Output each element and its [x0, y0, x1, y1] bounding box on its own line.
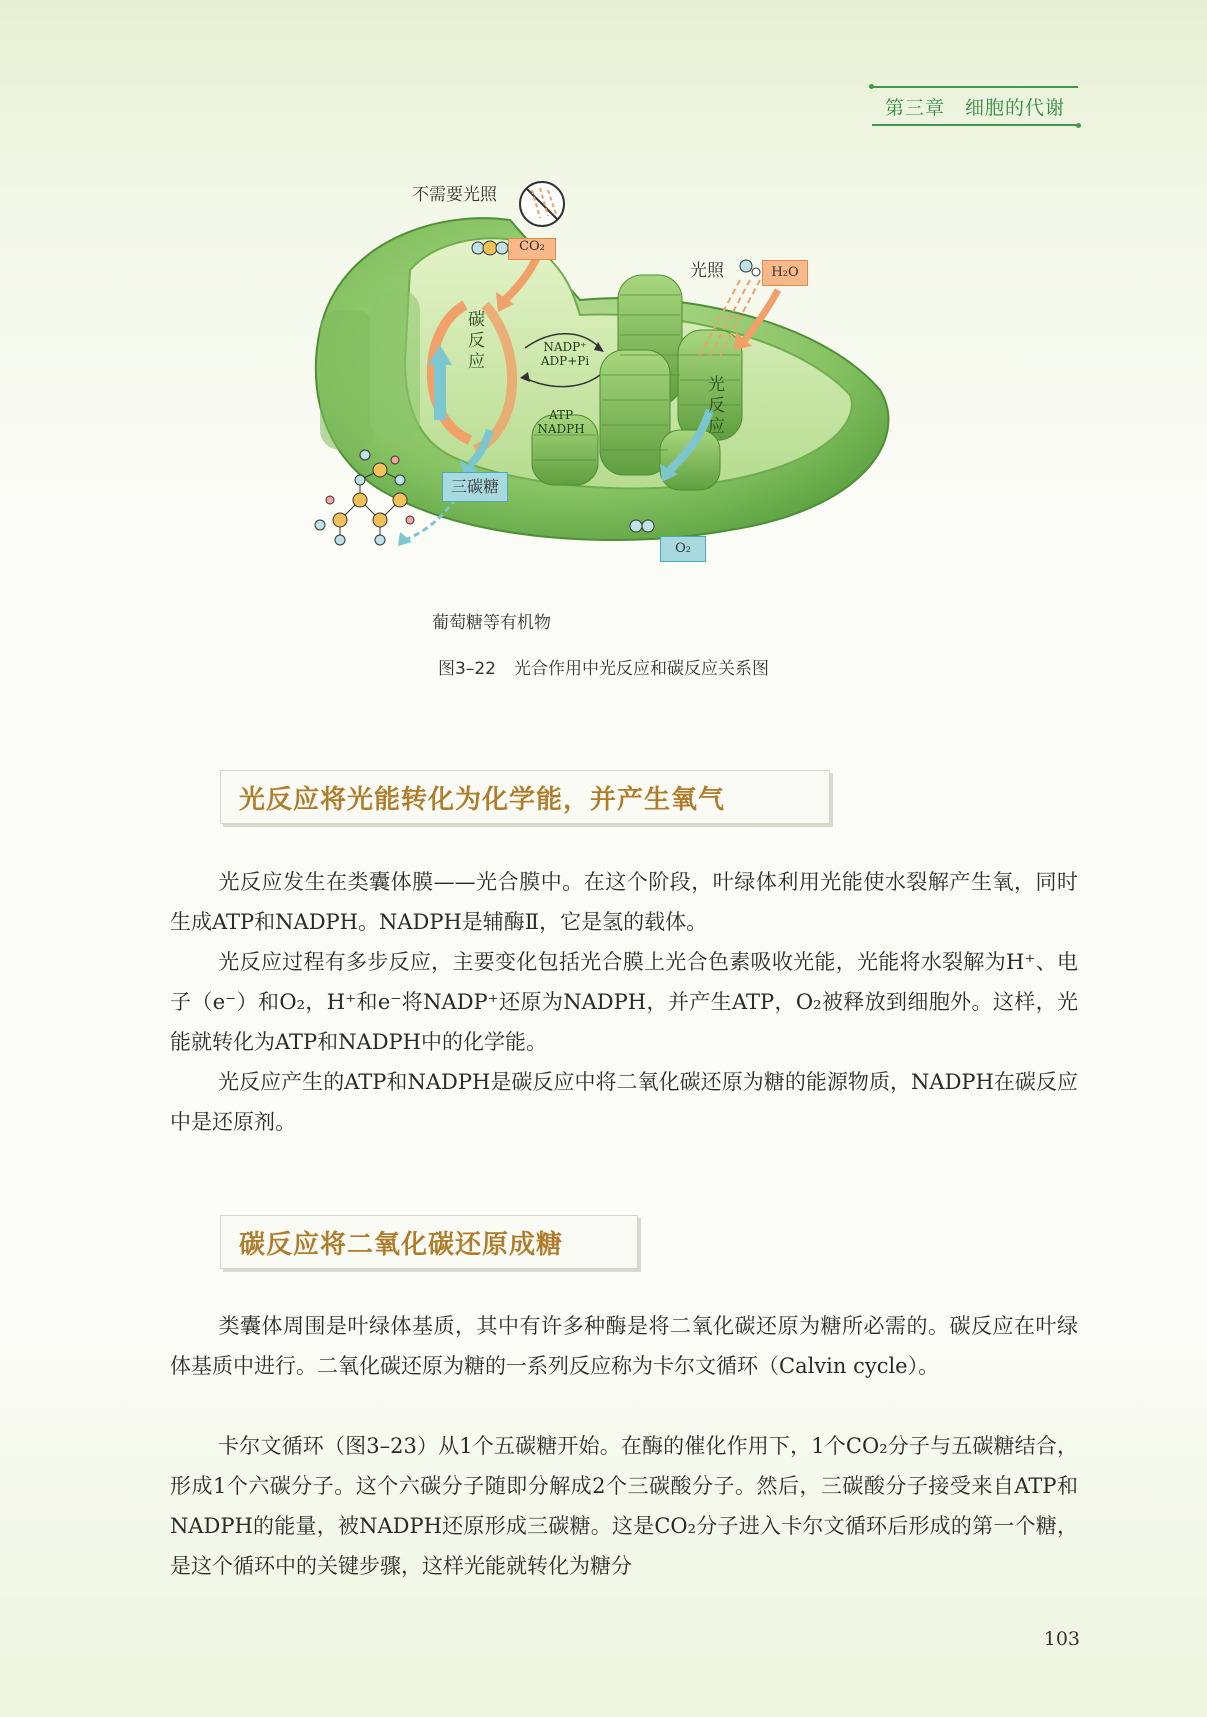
- nadph-text: NADPH: [537, 422, 585, 436]
- chapter-label: 第三章: [884, 96, 945, 119]
- chloroplast-figure: [300, 180, 900, 640]
- paragraph: [170, 1306, 1078, 1386]
- h2o-molecule: [740, 260, 760, 276]
- caption-text: 光合作用中光反应和碳反应关系图: [513, 659, 769, 679]
- paragraph-text: 光反应过程有多步反应，主要变化包括光合膜上光合色素吸收光能，光能将水裂解为H⁺、电子（e⁻）和O₂，H⁺和e⁻将NADP⁺还原为NADPH，并产生ATP，O₂被释放到细胞外。这样，光能就转化为ATP和NADPH中的化学能。: [170, 950, 1078, 1054]
- section-heading-light-reaction: 光反应将光能转化为化学能，并产生氧气: [220, 770, 830, 824]
- triose-box: 三碳糖: [442, 472, 508, 502]
- dark-reaction-label: 碳反应: [464, 310, 484, 373]
- chloroplast-illustration: [300, 180, 900, 640]
- atp-text: ATP: [548, 408, 574, 422]
- paragraph-text: 卡尔文循环（图3–23）从1个五碳糖开始。在酶的催化作用下，1个CO₂分子与五碳糖结合，形成1个六碳分子。这个六碳分子随即分解成2个三碳酸分子。然后，三碳酸分子接受来自ATP和NADPH的能量，被NADPH还原形成三碳糖。这是CO₂分子进入卡尔文循环后形成的第一个糖，是这个循环中的关键步骤，这样光能就转化为糖分: [170, 1434, 1078, 1578]
- light-reaction-label: 光反应: [704, 375, 724, 438]
- h2o-box: H₂O: [762, 260, 808, 286]
- chapter-title: 细胞的代谢: [965, 96, 1066, 119]
- page-number: 103: [1043, 1628, 1080, 1650]
- paragraph: [170, 862, 1078, 942]
- label-no-light: 不需要光照: [412, 185, 497, 205]
- paragraph-text: 光反应产生的ATP和NADPH是碳反应中将二氧化碳还原为糖的能源物质，NADPH在碳反应中是还原剂。: [170, 1070, 1078, 1134]
- glucose-label: 葡萄糖等有机物: [432, 613, 551, 633]
- section-heading-dark-reaction: 碳反应将二氧化碳还原成糖: [220, 1215, 638, 1269]
- o2-box: O₂: [660, 536, 706, 562]
- paragraph: [170, 1062, 1078, 1142]
- adp-pi-text: ADP+Pi: [540, 354, 590, 368]
- chapter-header: [872, 86, 1078, 126]
- paragraph-text: 类囊体周围是叶绿体基质，其中有许多种酶是将二氧化碳还原为糖所必需的。碳反应在叶绿体基质中进行。二氧化碳还原为糖的一系列反应称为卡尔文循环（Calvin cycle）。: [170, 1314, 1078, 1378]
- figure-caption: [0, 654, 1207, 679]
- paragraph: [170, 1426, 1078, 1586]
- co2-molecule: [472, 241, 508, 255]
- nadp-text: NADP⁺: [543, 340, 587, 354]
- nadp-adp-label: [526, 340, 604, 368]
- paragraph: [170, 942, 1078, 1062]
- grana-left: [320, 290, 420, 450]
- atp-nadph-label: [522, 408, 600, 436]
- label-light: 光照: [690, 261, 724, 281]
- caption-number: 图3–22: [438, 659, 496, 679]
- paragraph-text: 光反应发生在类囊体膜——光合膜中。在这个阶段，叶绿体利用光能使水裂解产生氧，同时生成ATP和NADPH。NADPH是辅酶Ⅱ，它是氢的载体。: [170, 870, 1078, 934]
- co2-box: CO₂: [508, 238, 556, 260]
